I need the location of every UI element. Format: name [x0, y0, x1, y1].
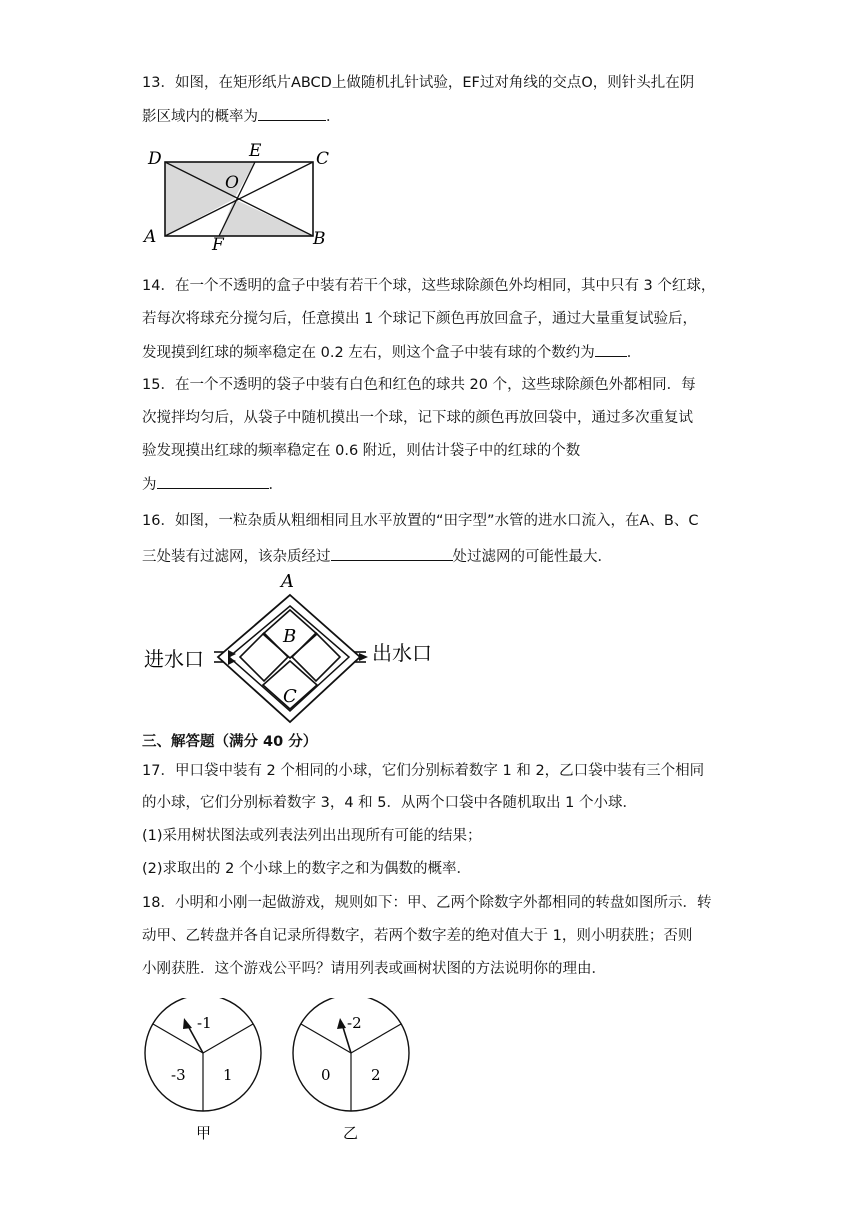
outlet-arrow-icon: [359, 653, 368, 661]
q18-line1: 18．小明和小刚一起做游戏，规则如下：甲、乙两个除数字外都相同的转盘如图所示．转: [142, 895, 712, 911]
q14-answer-blank: [595, 342, 627, 357]
q18-line3: 小刚获胜．这个游戏公平吗？请用列表或画树状图的方法说明你的理由．: [142, 961, 606, 977]
spinner-jia-n2: -3: [171, 1066, 186, 1084]
q13-line2: [142, 106, 341, 127]
q15-line3: 验发现摸出红球的频率稳定在 0.6 附近，则估计袋子中的红球的个数: [142, 443, 581, 459]
q15-line4-text: 为: [142, 477, 157, 493]
label-d: D: [148, 149, 162, 169]
q18-line2: 动甲、乙转盘并各自记录所得数字，若两个数字差的绝对值大于 1，则小明获胜；否则: [142, 928, 693, 944]
label-c: C: [316, 149, 330, 169]
q15-line4-end: ．: [268, 477, 283, 493]
q17-line2: 的小球，它们分别标着数字 3，4 和 5．从两个口袋中各随机取出 1 个小球．: [142, 795, 637, 811]
q15-answer-blank: [157, 474, 269, 489]
q16-line2-text: 三处装有过滤网，该杂质经过: [142, 549, 331, 565]
q16-answer-blank: [331, 546, 453, 561]
label-o: O: [225, 173, 239, 193]
spinner-jia-n1: -1: [197, 1014, 212, 1032]
q15-line1: 15．在一个不透明的袋子中装有白色和红色的球共 20 个，这些球除颜色外都相同．每: [142, 377, 696, 393]
pipe-diagram: [140, 570, 450, 730]
q14-line1: 14．在一个不透明的盒子中装有若干个球，这些球除颜色外均相同，其中只有 3 个红球，: [142, 278, 716, 294]
spinner-yi-n3: 2: [371, 1066, 381, 1084]
q13-line2-text: 影区域内的概率为: [142, 109, 258, 125]
label-pipe-b: B: [283, 626, 297, 647]
label-b: B: [313, 229, 326, 249]
label-f: F: [212, 235, 224, 252]
q13-answer-blank: [258, 106, 326, 121]
outlet-label: 出水口: [372, 641, 432, 665]
q13-line2-end: ．: [326, 109, 341, 125]
spinner-yi-n1: -2: [347, 1014, 362, 1032]
q13-line1: 13．如图，在矩形纸片ABCD上做随机扎针试验，EF过对角线的交点O，则针头扎在阴: [142, 75, 695, 91]
q17-part2: (2)求取出的 2 个小球上的数字之和为偶数的概率．: [142, 861, 471, 877]
q14-line3: [142, 342, 641, 363]
q15-line4: [142, 474, 283, 495]
label-e: E: [249, 141, 262, 161]
label-pipe-a: A: [281, 571, 294, 592]
q16-line1: 16．如图，一粒杂质从粗细相同且水平放置的“田字型”水管的进水口流入，在A、B、C: [142, 513, 699, 529]
q14-line3-end: ．: [626, 345, 642, 361]
q16-line2: [142, 546, 612, 567]
inlet-arrow-icon-2: [228, 657, 236, 665]
q14-line3-text: 发现摸到红球的频率稳定在 0.2 左右，则这个盒子中装有球的个数约为: [142, 345, 595, 361]
q15-line2: 次搅拌均匀后，从袋子中随机摸出一个球，记下球的颜色再放回袋中，通过多次重复试: [142, 410, 693, 426]
q16-line2-end: 处过滤网的可能性最大．: [452, 549, 612, 565]
q17-line1: 17．甲口袋中装有 2 个相同的小球，它们分别标着数字 1 和 2，乙口袋中装有三个相同: [142, 763, 705, 779]
spinner-jia-caption: 甲: [196, 1124, 212, 1142]
q17-part1: (1)采用树状图法或列表法列出出现所有可能的结果；: [142, 828, 482, 844]
spinner-yi-pointer-arrow-icon: [337, 1018, 346, 1029]
label-pipe-c: C: [283, 686, 297, 707]
inlet-label: 进水口: [144, 647, 204, 671]
q14-line2: 若每次将球充分搅匀后，任意摸出 1 个球记下颜色再放回盒子，通过大量重复试验后，: [142, 311, 697, 327]
label-a: A: [144, 227, 157, 247]
pipe-cell-right: [292, 633, 340, 681]
section-3-heading: 三、解答题（满分 40 分）: [142, 734, 318, 750]
spinners-figure: [140, 998, 470, 1148]
spinner-jia-n3: 1: [223, 1066, 233, 1084]
spinner-jia-pointer-arrow-icon: [183, 1018, 192, 1029]
spinner-yi-n2: 0: [321, 1066, 331, 1084]
spinner-yi-caption: 乙: [343, 1124, 359, 1142]
rectangle-figure: [140, 140, 340, 252]
